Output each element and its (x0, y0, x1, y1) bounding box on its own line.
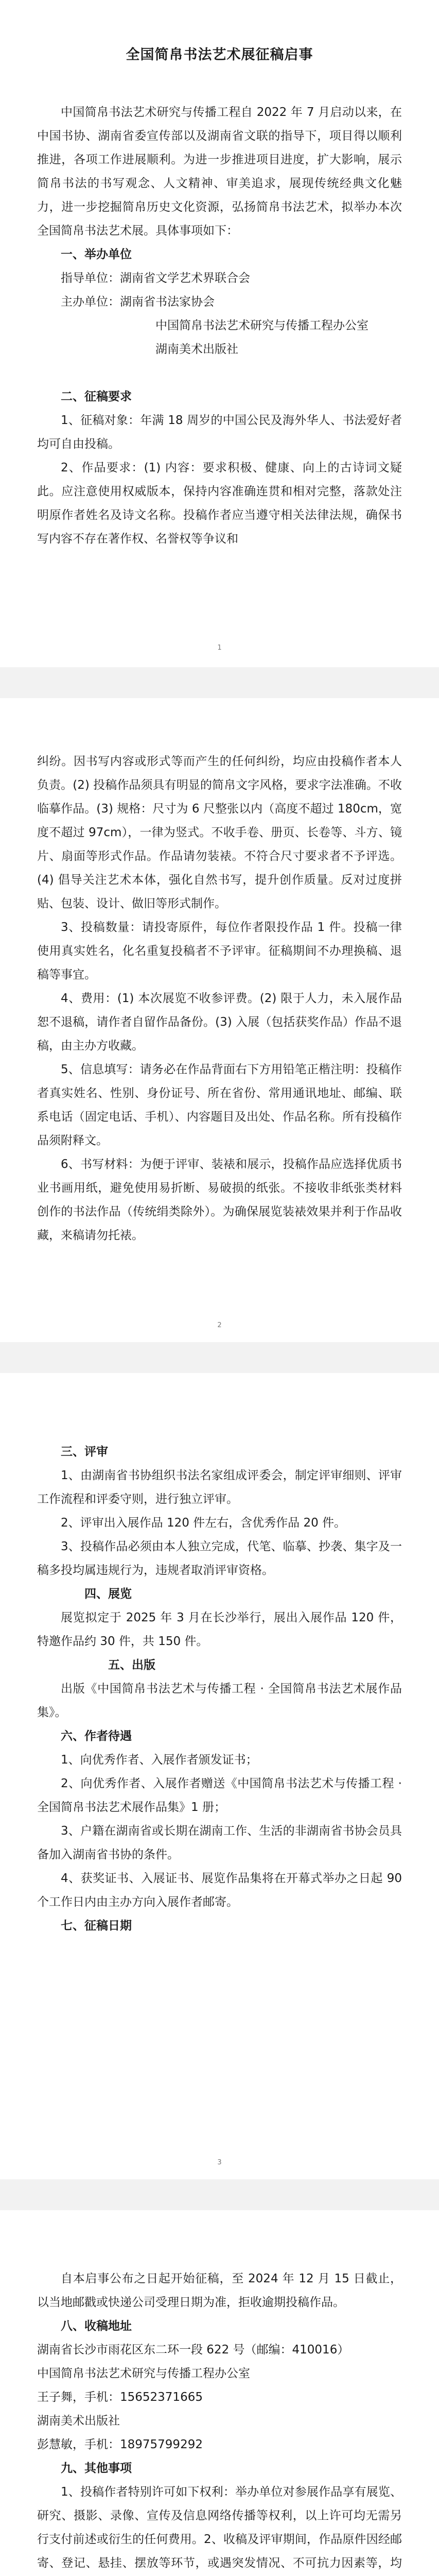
sec7-item-1: 自本启事公布之日起开始征稿，至 2024 年 12 月 15 日截止，以当地邮戳或快递公司受理日期为准，拒收逾期投稿作品。 (37, 2272, 402, 2309)
section-9-heading: 九、其他事项 (61, 2462, 132, 2475)
sec2-item-1: 1、征稿对象：年满 18 周岁的中国公民及海外华人、书法爱好者均可自由投稿。 (37, 414, 402, 451)
section-6-heading: 六、作者待遇 (61, 1730, 132, 1743)
sec2-item-2b: 纠纷。因书写内容或形式等而产生的任何纠纷，均应由投稿作者本人负责。(2) 投稿作品须具有明显的简帛文字风格，要求字法准确。不收临摹作品。(3) 规格：尺寸为 6 尺整张以内（高度不超过 180cm，宽度不超过 97cm），一律为竖式。不收手卷、册页、长卷等、斗方、镜片、扇面等形式作品。作品请勿装裱。不符合尺寸要求者不予评选。(4) 倡导关注艺术本体，强化自然书写，提升创作质量。反对过度拼贴、包装、设计、做旧等形式制作。 (37, 755, 402, 910)
section-8-heading: 八、收稿地址 (61, 2319, 132, 2333)
guide-unit: 指导单位：湖南省文学艺术界联合会 (61, 272, 250, 285)
host-unit: 主办单位：湖南省书法家协会 (61, 295, 215, 309)
sec4-item-1: 展览拟定于 2025 年 3 月在长沙举行，展出入展作品 120 件，特邀作品约 30 件，共 150 件。 (37, 1611, 402, 1648)
sec3-item-2: 2、评审出入展作品 120 件左右，含优秀作品 20 件。 (61, 1516, 346, 1530)
page-number: 3 (217, 2159, 222, 2166)
section-1-heading: 一、举办单位 (61, 248, 132, 261)
page-3 (0, 1373, 439, 2179)
page-title: 全国简帛书法艺术展征稿启事 (126, 47, 313, 63)
sec2-item-3: 3、投稿数量：请投寄原件，每位作者限投作品 1 件。投稿一律使用真实姓名，化名重复投稿者不予评审。征稿期间不办理换稿、退稿等事宜。 (37, 921, 402, 981)
page-1 (0, 0, 439, 667)
contact-1: 王子舞，手机：15652371665 (37, 2391, 203, 2404)
section-4-heading: 四、展览 (84, 1587, 132, 1601)
sec2-item-4: 4、费用：(1) 本次展览不收参评费。(2) 限于人力，未入展作品恕不退稿，请作者自留作品备份。(3) 入展（包括获奖作品）作品不退稿，由主办方收藏。 (37, 992, 402, 1053)
sec2-item-2a: 2、作品要求：(1) 内容：要求积极、健康、向上的古诗词文疑此。应注意使用权威版本，保持内容准确连贯和相对完整，落款处注明原作者姓名及诗文名称。投稿作者应当遵守相关法律法规，确保书写内容不存在著作权、名誉权等争议和 (37, 461, 402, 546)
page-gap (0, 2179, 439, 2210)
sec5-item-1: 出版《中国简帛书法艺术与传播工程 · 全国简帛书法艺术展作品集》。 (37, 1682, 402, 1719)
page-gap (0, 1342, 439, 1373)
contact-2: 彭慧敏，手机：18975799292 (37, 2438, 203, 2451)
intro-paragraph: 中国简帛书法艺术研究与传播工程自 2022 年 7 月启动以来，在中国书协、湖南省委宣传部以及湖南省文联的指导下，项目得以顺利推进，各项工作进展顺利。为进一步推进项目进度，扩大影响，展示简帛书法的书写观念、人文精神、审美追求，展现传统经典文化魅力，进一步挖掘简帛历史文化资源，弘扬简帛书法艺术，拟举办本次全国简帛书法艺术展。具体事项如下： (37, 106, 402, 238)
page-2 (0, 698, 439, 1342)
host-unit-2: 中国简帛书法艺术研究与传播工程办公室 (155, 319, 368, 332)
address-org: 中国简帛书法艺术研究与传播工程办公室 (37, 2367, 250, 2380)
sec6-item-3: 3、户籍在湖南省或长期在湖南工作、生活的非湖南省书协会员具备加入湖南省书协的条件。 (37, 1824, 402, 1861)
sec9-item-1: 1、投稿作者特别许可如下权利：举办单位对参展作品享有展览、研究、摄影、录像、宣传及信息网络传播等权利，以上许可均无需另行支付前述或衍生的任何费用。2、收稿及评审期间，作品原件因经邮寄、登记、悬挂、摆放等环节，或遇突发情况、不可抗力因素等，均 (37, 2485, 402, 2570)
section-5-heading: 五、出版 (108, 1658, 155, 1672)
section-3-heading: 三、评审 (61, 1445, 108, 1459)
address-line: 湖南省长沙市雨花区东二环一段 622 号（邮编：410016） (37, 2343, 349, 2357)
page-4 (0, 2210, 439, 2576)
sec2-item-5: 5、信息填写：请务必在作品背面右下方用铅笔正楷注明：投稿作者真实姓名、性别、身份证号、所在省份、常用通讯地址、邮编、联系电话（固定电话、手机）、内容题目及出处、作品名称。所有投稿作品须附释文。 (37, 1063, 402, 1147)
page-gap (0, 667, 439, 698)
host-unit-3: 湖南美术出版社 (155, 343, 238, 356)
sec6-item-1: 1、向优秀作者、入展作者颁发证书； (61, 1753, 258, 1767)
address-press: 湖南美术出版社 (37, 2414, 120, 2428)
page-number: 2 (217, 1321, 222, 1329)
sec2-item-6: 6、书写材料：为便于评审、装裱和展示，投稿作品应选择优质书业书画用纸，避免使用易折断、易破损的纸张。不接收非纸张类材料创作的书法作品（传统绢类除外）。为确保展览装裱效果并利于作品收藏，来稿请勿托裱。 (37, 1158, 402, 1242)
section-2-heading: 二、征稿要求 (61, 390, 132, 403)
sec6-item-4: 4、获奖证书、入展证书、展览作品集将在开幕式举办之日起 90 个工作日内由主办方向入展作者邮寄。 (37, 1872, 402, 1909)
page-number: 1 (217, 644, 222, 652)
sec3-item-1: 1、由湖南省书协组织书法名家组成评委会，制定评审细则、评审工作流程和评委守则，进行独立评审。 (37, 1469, 402, 1506)
sec3-item-3: 3、投稿作品必须由本人独立完成，代笔、临摹、抄袭、集字及一稿多投均属违规行为，违规者取消评审资格。 (37, 1540, 402, 1577)
sec6-item-2: 2、向优秀作者、入展作者赠送《中国简帛书法艺术与传播工程 · 全国简帛书法艺术展作品集》1 册； (37, 1777, 402, 1814)
section-7-heading: 七、征稿日期 (61, 1919, 132, 1933)
